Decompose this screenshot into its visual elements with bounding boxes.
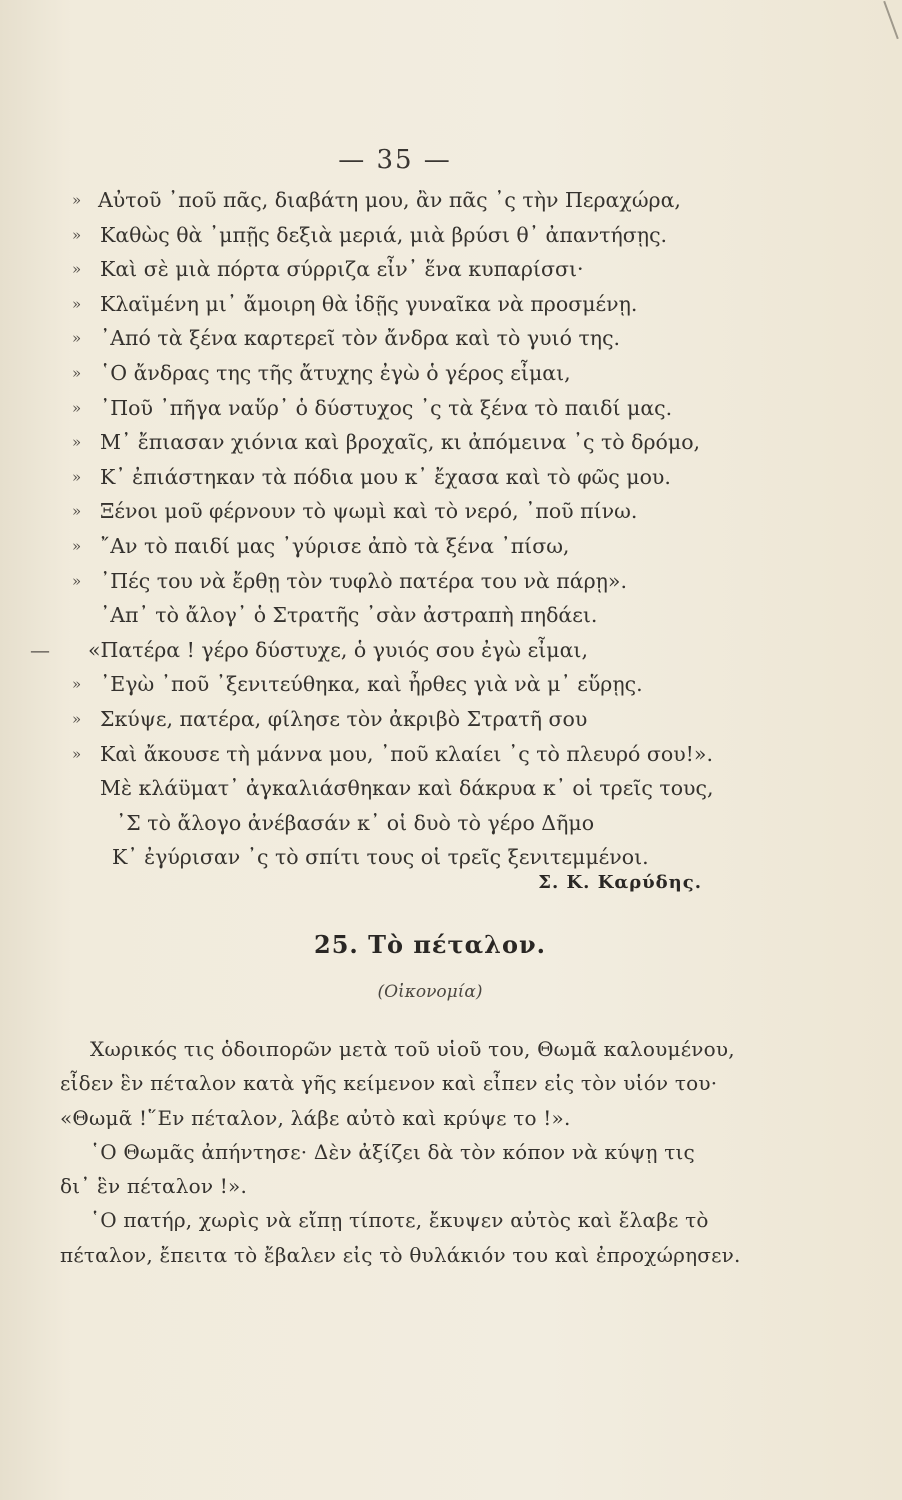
poem-line (0, 494, 902, 529)
poem-line (0, 460, 902, 495)
poem-line (0, 391, 902, 426)
prose-line: πέταλον, ἔπειτα τὸ ἔβαλεν εἰς τὸ θυλάκιόν του καὶ ἐπροχώρησεν. (60, 1242, 741, 1267)
prose-line: δι᾿ ἓν πέταλον !». (60, 1174, 248, 1199)
poem-line-text: Ξένοι μοῦ φέρνουν τὸ ψωμὶ καὶ τὸ νερό, ᾿ποῦ πίνω. (100, 499, 638, 524)
poem-line-text: Μ᾿ ἔπιασαν χιόνια καὶ βροχαῖς, κι ἀπόμεινα ᾿ς τὸ δρόμο, (100, 430, 701, 455)
poem-line (0, 806, 902, 841)
quote-mark: » (72, 260, 82, 279)
poem-line-text: Κ᾿ ἐγύρισαν ᾿ς τὸ σπίτι τους οἱ τρεῖς ξενιτεμμένοι. (112, 845, 649, 870)
poem-line-text: ᾿Σ τὸ ἄλογο ἀνέβασάν κ᾿ οἱ δυὸ τὸ γέρο Δῆμο (116, 810, 595, 835)
poem-line (0, 737, 902, 772)
quote-mark: » (72, 536, 82, 555)
quote-mark: » (72, 571, 82, 590)
prose-line: ῾Ο πατήρ, χωρὶς νὰ εἴπῃ τίποτε, ἔκυψεν αὐτὸς καὶ ἔλαβε τὸ (90, 1208, 709, 1233)
poem-line (0, 702, 902, 737)
prose-line: εἶδεν ἓν πέταλον κατὰ γῆς κείμενον καὶ εἶπεν εἰς τὸν υἱόν του· (60, 1071, 718, 1096)
poem-line (0, 321, 902, 356)
quote-mark: » (72, 433, 82, 452)
poem-line-text: ᾿Πές του νὰ ἔρθῃ τὸν τυφλὸ πατέρα του νὰ πάρῃ». (100, 568, 627, 593)
quote-mark: » (72, 225, 82, 244)
prose-line: Χωρικός τις ὁδοιπορῶν μετὰ τοῦ υἱοῦ του, Θωμᾶ καλουμένου, (90, 1037, 735, 1061)
poem-line (0, 598, 902, 633)
poem-line-text: ῾Ο ἄνδρας της τῆς ἄτυχης ἐγὼ ὁ γέρος εἶμαι, (100, 360, 571, 385)
poem-line (0, 840, 902, 875)
quote-mark: » (72, 398, 82, 417)
section-subtitle: (Οἰκονομία) (377, 982, 483, 1002)
poem-block (0, 183, 902, 875)
author-signature: Σ. Κ. Καρύδης. (538, 872, 702, 893)
quote-mark: » (72, 467, 82, 486)
poem-line (0, 252, 902, 287)
poem-line-text: ᾿Εγὼ ᾿ποῦ ᾿ξενιτεύθηκα, καὶ ἦρθες γιὰ νὰ μ᾿ εὕρῃς. (100, 672, 643, 697)
poem-line (0, 633, 902, 668)
quote-mark: » (72, 191, 82, 209)
page-number: — 35 — (338, 145, 452, 175)
poem-line (0, 564, 902, 599)
page-corner-mark (883, 1, 899, 39)
quote-mark: » (72, 329, 82, 348)
poem-line-text: Κλαϊμένη μι᾿ ἄμοιρη θὰ ἰδῇς γυναῖκα νὰ προσμένῃ. (100, 291, 638, 316)
quote-mark: » (72, 363, 82, 382)
poem-line-text: ᾿Απ᾿ τὸ ἄλογ᾿ ὁ Στρατῆς ᾿σὰν ἀστραπὴ πηδάει. (100, 603, 598, 628)
poem-line-text: Καὶ ἄκουσε τὴ μάννα μου, ᾿ποῦ κλαίει ᾿ς τὸ πλευρό σου!». (100, 741, 713, 766)
poem-line (0, 218, 902, 253)
prose-block (60, 1032, 780, 1272)
quote-mark: » (72, 744, 82, 763)
poem-line-text: ᾿Από τὰ ξένα καρτερεῖ τὸν ἄνδρα καὶ τὸ γυιό της. (100, 326, 621, 351)
poem-line (0, 771, 902, 806)
prose-line: ῾Ο Θωμᾶς ἀπήντησε· Δὲν ἀξίζει δὰ τὸν κόπον νὰ κύψῃ τις (90, 1139, 695, 1164)
quote-mark: » (72, 502, 82, 521)
quote-mark: — (30, 637, 48, 662)
poem-line-text: Σκύψε, πατέρα, φίλησε τὸν ἀκριβὸ Στρατῆ σου (100, 706, 588, 731)
poem-line-text: Αὐτοῦ ᾿ποῦ πᾶς, διαβάτη μου, ἂν πᾶς ᾿ς τὴν Περαχώρα, (98, 188, 681, 212)
poem-line (0, 287, 902, 322)
poem-line (0, 667, 902, 702)
prose-line: «Θωμᾶ !῞Εν πέταλον, λάβε αὐτὸ καὶ κρύψε το !». (60, 1105, 571, 1130)
poem-line-text: Καθὼς θὰ ᾿μπῇς δεξιὰ μεριά, μιὰ βρύσι θ᾿ ἀπαντήσῃς. (100, 222, 668, 247)
poem-line (0, 183, 902, 218)
quote-mark: » (72, 709, 82, 728)
poem-line-text: Μὲ κλάϋματ᾿ ἀγκαλιάσθηκαν καὶ δάκρυα κ᾿ οἱ τρεῖς τους, (100, 776, 714, 801)
poem-line-text: Κ᾿ ἐπιάστηκαν τὰ πόδια μου κ᾿ ἔχασα καὶ τὸ φῶς μου. (100, 464, 671, 489)
poem-line (0, 425, 902, 460)
quote-mark: » (72, 675, 82, 694)
poem-line-text: ᾿Ποῦ ᾿πῆγα ναὕρ᾿ ὁ δύστυχος ᾿ς τὰ ξένα τὸ παιδί μας. (100, 395, 673, 420)
quote-mark: » (72, 294, 82, 313)
section-title: 25. Τὸ πέταλον. (314, 930, 546, 959)
poem-line-text: ῎Αν τὸ παιδί μας ᾿γύρισε ἀπὸ τὰ ξένα ᾿πίσω, (100, 533, 570, 558)
poem-line (0, 356, 902, 391)
poem-line-text: Καὶ σὲ μιὰ πόρτα σύρριζα εἶν᾿ ἕνα κυπαρίσσι· (100, 257, 584, 282)
poem-line-text: «Πατέρα ! γέρο δύστυχε, ὁ γυιός σου ἐγὼ εἶμαι, (88, 637, 588, 662)
poem-line (0, 529, 902, 564)
